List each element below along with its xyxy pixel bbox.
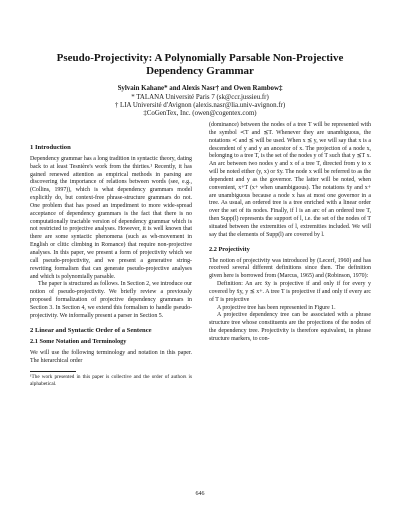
section-2-heading: 2 Linear and Syntactic Order of a Sentence (30, 326, 152, 334)
section-1-heading: 1 Introduction (30, 144, 71, 151)
left-column (30, 144, 192, 387)
paper-title-line-1: Pseudo-Projectivity: A Polynomially Parsable Non-Projective (56, 52, 344, 64)
notation-paragraph: We will use the following terminology and notation in this paper. The hierarchical order (30, 350, 192, 365)
page-number: 646 (195, 491, 205, 497)
affiliation-cogentex: ‡CoGenTex, Inc. (owen@cogentex.com) (143, 110, 257, 117)
footnote-1: ¹The work presented in this paper is collective and the order of authors is alphabetical. (30, 373, 192, 387)
affiliation-talana: * TALANA Université Paris 7 (sk@ccr.jussieu.fr) (131, 94, 269, 101)
intro-paragraph-2: The paper is structured as follows. In Section 2, we introduce our notion of pseudo-projectivity. We briefly review a previously proposed formalization of projective dependency grammars in Section 3. In Section 4, we extend this formalism to handle pseudo-projectivity. We informally present a parser in Section 5. (30, 281, 192, 319)
projectivity-paragraph-4: A projective dependency tree can be associated with a phrase structure tree whose constituents are the projections of the nodes of the dependency tree. Projectivity is therefore equivalent, in phrase structure markers, to con- (209, 312, 371, 342)
projectivity-definition: Definition: An arc x̄y is projective if and only if for every y covered by x̄y, y ⪯ x+. A tree T is projective if and only if every arc of T is projective (209, 281, 371, 303)
affiliation-lia: † LIA Université d'Avignon (alexis.nasr@lia.univ-avignon.fr) (114, 102, 286, 109)
dominance-paragraph: (dominance) between the nodes of a tree T will be represented with the symbol ≺T and ⪯T. Whenever they are unambiguous, the notations ≺ and ⪯ will be used. When x ⪯ y, we will say that x is a descendent of y and y an ancestor of x. The projection of a node x, belonging to a tree T, is the set of the nodes y of T such that y ⪯T x. An arc between two nodes y and x of a tree T, directed from y to x will be noted either (y, x) or x̄y. The node x will be referred to as the dependent and y as the governor. The latter will be noted, when convenient, x+T (x+ when unambiguous). The notations x̄y and x+ are unambiguous because a node x has at most one governor in a tree. As usual, an ordered tree is a tree enriched with a linear order over the set of its nodes. Finally, if l is an arc of an ordered tree T, then Supp(l) represents the support of l, i.e. the set of the nodes of T situated between the extremities of l, extremities included. We will say that the elements of Supp(l) are covered by l. (209, 122, 371, 238)
author-list: Sylvain Kahane* and Alexis Nasr† and Owen Rambow‡ (117, 85, 283, 92)
projectivity-paragraph-1: The notion of projectivity was introduced by (Lecerf, 1960) and has received several different definitions since then. The definition given here is borrowed from (Marcus, 1965) and (Robinson, 1970): (209, 257, 371, 280)
projectivity-paragraph-3: A projective tree has been represented in Figure 1. (217, 304, 336, 311)
intro-paragraph-1: Dependency grammar has a long tradition in syntactic theory, dating back to at least Tesnière's work from the thirties.¹ Recently, it has gained renewed attention as empirical methods in parsing are discovering the importance of relations between words (see, e.g., (Collins, 1997)), which is what dependency grammars model explicitly do, but context-free phrase-structure grammars do not. One problem that has posed an impediment to more wide-spread acceptance of dependency grammars is the fact that there is no computationally tractable version of dependency grammar which is not restricted to projective analyses. However, it is well known that there are some syntactic phenomena (such as wh-movement in English or clitic climbing in Romance) that require non-projective analyses. In this paper, we present a form of projectivity which we call pseudo-projectivity, and we present a generative string-rewriting formalism that can generate pseudo-projective analyses and which is polynomially parsable. (30, 155, 192, 280)
footnote-rule (30, 371, 76, 372)
paper-title-line-2: Dependency Grammar (146, 65, 254, 77)
right-column (209, 122, 371, 344)
section-2-1-heading: 2.1 Some Notation and Terminology (30, 338, 127, 346)
section-2-2-heading: 2.2 Projectivity (209, 245, 250, 253)
